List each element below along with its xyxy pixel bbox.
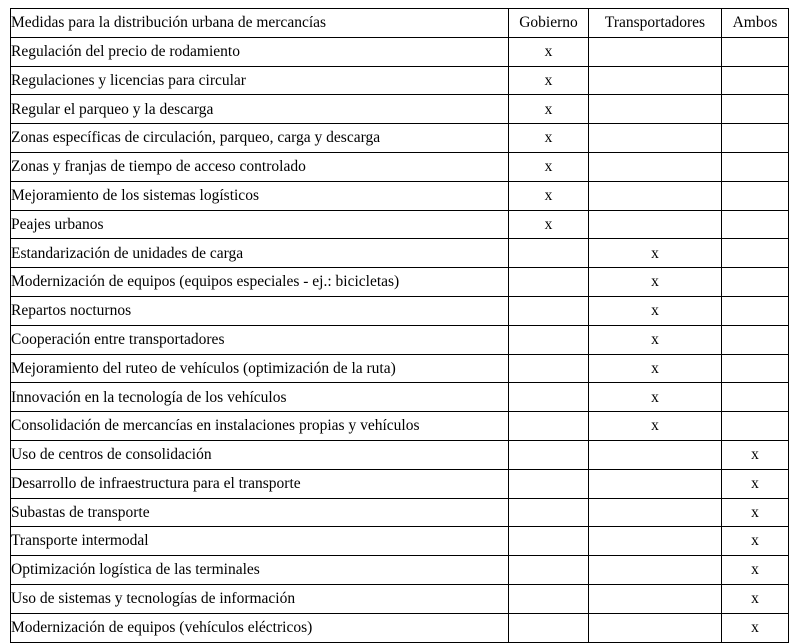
empty-cell-ambos: [722, 296, 789, 325]
empty-cell-gobierno: [509, 556, 589, 585]
empty-cell-ambos: [722, 210, 789, 239]
table-row: [11, 296, 789, 325]
table-row: [11, 210, 789, 239]
column-header-gobierno: Gobierno: [509, 9, 589, 38]
measures-table: [10, 8, 789, 643]
empty-cell-gobierno: [509, 383, 589, 412]
empty-cell-transportadores: [589, 440, 722, 469]
empty-cell-transportadores: [589, 152, 722, 181]
table-body: [11, 37, 789, 642]
empty-cell-gobierno: [509, 469, 589, 498]
measure-label: Mejoramiento del ruteo de vehículos (optimización de la ruta): [11, 354, 509, 383]
empty-cell-transportadores: [589, 66, 722, 95]
empty-cell-gobierno: [509, 613, 589, 642]
mark-cell-transportadores: x: [589, 239, 722, 268]
empty-cell-gobierno: [509, 325, 589, 354]
table-row: [11, 95, 789, 124]
empty-cell-ambos: [722, 181, 789, 210]
empty-cell-transportadores: [589, 95, 722, 124]
empty-cell-gobierno: [509, 584, 589, 613]
mark-cell-gobierno: x: [509, 210, 589, 239]
table-header: [11, 9, 789, 38]
table-row: [11, 440, 789, 469]
empty-cell-transportadores: [589, 181, 722, 210]
measure-label: Zonas y franjas de tiempo de acceso controlado: [11, 152, 509, 181]
mark-cell-gobierno: x: [509, 124, 589, 153]
empty-cell-ambos: [722, 412, 789, 441]
mark-cell-transportadores: x: [589, 325, 722, 354]
table-row: [11, 152, 789, 181]
measure-label: Estandarización de unidades de carga: [11, 239, 509, 268]
empty-cell-transportadores: [589, 210, 722, 239]
measures-table-container: [10, 8, 788, 643]
measure-label: Regular el parqueo y la descarga: [11, 95, 509, 124]
measure-label: Innovación en la tecnología de los vehículos: [11, 383, 509, 412]
empty-cell-ambos: [722, 95, 789, 124]
table-row: [11, 412, 789, 441]
measure-label: Subastas de transporte: [11, 498, 509, 527]
mark-cell-transportadores: x: [589, 412, 722, 441]
column-header-measure: Medidas para la distribución urbana de mercancías: [11, 9, 509, 38]
table-row: [11, 239, 789, 268]
empty-cell-ambos: [722, 152, 789, 181]
measure-label: Uso de sistemas y tecnologías de información: [11, 584, 509, 613]
empty-cell-ambos: [722, 37, 789, 66]
empty-cell-transportadores: [589, 124, 722, 153]
table-row: [11, 498, 789, 527]
table-row: [11, 66, 789, 95]
measure-label: Regulación del precio de rodamiento: [11, 37, 509, 66]
table-header-row: [11, 9, 789, 38]
empty-cell-transportadores: [589, 584, 722, 613]
empty-cell-transportadores: [589, 613, 722, 642]
measure-label: Transporte intermodal: [11, 527, 509, 556]
empty-cell-ambos: [722, 325, 789, 354]
mark-cell-transportadores: x: [589, 383, 722, 412]
table-row: [11, 556, 789, 585]
measure-label: Optimización logística de las terminales: [11, 556, 509, 585]
measure-label: Modernización de equipos (vehículos eléctricos): [11, 613, 509, 642]
table-row: [11, 383, 789, 412]
table-row: [11, 124, 789, 153]
table-row: [11, 37, 789, 66]
empty-cell-ambos: [722, 124, 789, 153]
mark-cell-transportadores: x: [589, 268, 722, 297]
mark-cell-ambos: x: [722, 556, 789, 585]
empty-cell-gobierno: [509, 239, 589, 268]
measure-label: Repartos nocturnos: [11, 296, 509, 325]
table-row: [11, 268, 789, 297]
empty-cell-transportadores: [589, 469, 722, 498]
table-row: [11, 181, 789, 210]
empty-cell-transportadores: [589, 37, 722, 66]
column-header-transportadores: Transportadores: [589, 9, 722, 38]
measure-label: Consolidación de mercancías en instalaciones propias y vehículos: [11, 412, 509, 441]
mark-cell-gobierno: x: [509, 152, 589, 181]
table-row: [11, 325, 789, 354]
empty-cell-gobierno: [509, 440, 589, 469]
column-header-ambos: Ambos: [722, 9, 789, 38]
empty-cell-gobierno: [509, 354, 589, 383]
table-row: [11, 527, 789, 556]
mark-cell-ambos: x: [722, 613, 789, 642]
empty-cell-gobierno: [509, 527, 589, 556]
empty-cell-gobierno: [509, 498, 589, 527]
empty-cell-transportadores: [589, 527, 722, 556]
mark-cell-ambos: x: [722, 440, 789, 469]
mark-cell-gobierno: x: [509, 37, 589, 66]
mark-cell-gobierno: x: [509, 181, 589, 210]
mark-cell-ambos: x: [722, 584, 789, 613]
empty-cell-transportadores: [589, 556, 722, 585]
empty-cell-ambos: [722, 354, 789, 383]
empty-cell-transportadores: [589, 498, 722, 527]
mark-cell-transportadores: x: [589, 296, 722, 325]
measure-label: Peajes urbanos: [11, 210, 509, 239]
mark-cell-ambos: x: [722, 498, 789, 527]
empty-cell-gobierno: [509, 268, 589, 297]
mark-cell-transportadores: x: [589, 354, 722, 383]
table-row: [11, 354, 789, 383]
empty-cell-ambos: [722, 239, 789, 268]
mark-cell-gobierno: x: [509, 95, 589, 124]
measure-label: Uso de centros de consolidación: [11, 440, 509, 469]
empty-cell-ambos: [722, 66, 789, 95]
empty-cell-gobierno: [509, 296, 589, 325]
mark-cell-gobierno: x: [509, 66, 589, 95]
table-row: [11, 584, 789, 613]
empty-cell-ambos: [722, 268, 789, 297]
empty-cell-ambos: [722, 383, 789, 412]
measure-label: Zonas específicas de circulación, parqueo, carga y descarga: [11, 124, 509, 153]
measure-label: Desarrollo de infraestructura para el transporte: [11, 469, 509, 498]
measure-label: Mejoramiento de los sistemas logísticos: [11, 181, 509, 210]
measure-label: Regulaciones y licencias para circular: [11, 66, 509, 95]
empty-cell-gobierno: [509, 412, 589, 441]
table-row: [11, 469, 789, 498]
mark-cell-ambos: x: [722, 527, 789, 556]
mark-cell-ambos: x: [722, 469, 789, 498]
measure-label: Modernización de equipos (equipos especiales - ej.: bicicletas): [11, 268, 509, 297]
table-row: [11, 613, 789, 642]
measure-label: Cooperación entre transportadores: [11, 325, 509, 354]
